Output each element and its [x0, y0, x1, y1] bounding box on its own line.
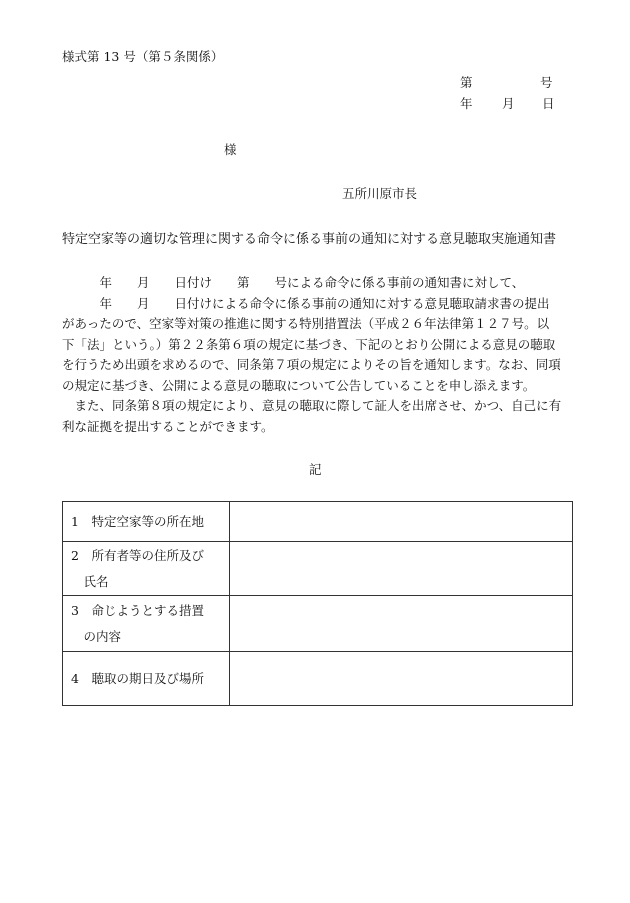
table-row: [63, 542, 573, 596]
item-value: [230, 652, 573, 706]
document-number: [460, 75, 553, 90]
table-row: [63, 502, 573, 542]
document-number-prefix: 第: [460, 75, 473, 90]
issue-date-day: 日: [542, 96, 555, 111]
document-number-suffix: 号: [540, 75, 553, 90]
body-text: 年 月 日付け 第 号による命令に係る事前の通知書に対して、 年 月 日付けによる命令に係る事前の通知に対する意見聴取請求書の提出 があったので、空家等対策の推進に関する特別措置法（平成２６年法律第１２７号。以 下「法」という。）第２２条第６項の規定に基づき、下記のとおり公開による意見の聴取 を行うため出頭を求めるので、同条第７項の規定によりその旨を通知します。なお、同項 の規定に基づき、公開による意見の聴取について公告していることを申し添えます。 また、同条第８項の規定により、意見の聴取に際して証人を出席させ、かつ、自己に有 利な証拠を提出することができます。: [62, 275, 562, 434]
form-label: 様式第 13 号（第５条関係）: [62, 49, 224, 64]
item-value: [230, 542, 573, 596]
item-label: 1 特定空家等の所在地: [63, 502, 230, 542]
document-subject: 特定空家等の適切な管理に関する命令に係る事前の通知に対する意見聴取実施通知書: [62, 232, 557, 247]
item-label: 4 聴取の期日及び場所: [63, 652, 230, 706]
issue-date-year: 年: [460, 96, 473, 111]
item-value: [230, 502, 573, 542]
item-value: [230, 596, 573, 652]
item-label: 2 所有者等の住所及び 氏名: [63, 542, 230, 596]
ki-heading: 記: [309, 462, 322, 477]
sender: 五所川原市長: [342, 186, 418, 201]
table-row: [63, 652, 573, 706]
items-table: [62, 501, 573, 706]
addressee: 様: [224, 142, 237, 157]
item-label: 3 命じようとする措置 の内容: [63, 596, 230, 652]
table-row: [63, 596, 573, 652]
issue-date-month: 月: [502, 96, 515, 111]
